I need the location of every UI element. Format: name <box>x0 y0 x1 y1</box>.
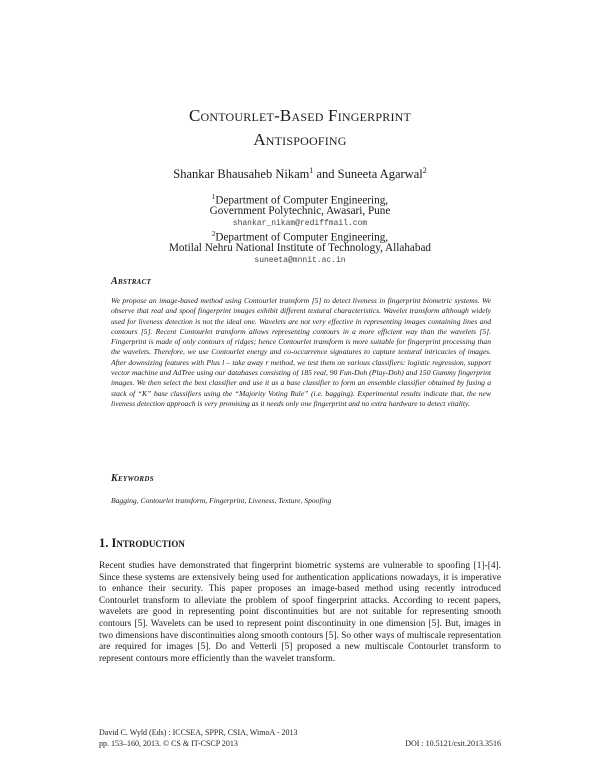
abstract-text: We propose an image-based method using Contourlet transform [5] to detect liveness in fingerprint biometric systems. We observe that real and spoof fingerprint images exhibit different textural characteristics. Wavelet transform although widely used for liveness detection is not the ideal one. Wavelets are not very effective in representing images containing lines and contours [5]. Recent Contourlet transform allows representing contours in a more efficient way than the wavelets [5]. Fingerprint is made of only contours of ridges; hence Contourlet transform is more suitable for fingerprint processing than the wavelets. Therefore, we use Contourlet energy and co-occurrence signatures to capture textural intricacies of images. After downsizing features with Plus l – take away r method, we test them on various classifiers: logistic regression, support vector machine and AdTree using our databases consisting of 185 real, 90 Fun-Doh (Play-Doh) and 150 Gummy fingerprint images. We then select the best classifier and use it as a base classifier to form an ensemble classifier obtained by fusing a stack of “K” base classifiers using the “Majority Voting Rule” (i.e. bagging). Experimental results indicate that, the new liveness detection approach is very promising as it needs only one fingerprint and no extra hardware to detect vitality. <box>111 296 491 408</box>
abstract-heading: Abstract <box>111 276 152 287</box>
author-connector: and <box>313 167 338 182</box>
paper-title <box>0 104 600 152</box>
author-1-affil-mark: 1 <box>309 166 314 175</box>
author-2-name: Suneeta Agarwal <box>337 167 423 182</box>
affiliation-1-line-1: Department of Computer Engineering, <box>215 194 389 207</box>
introduction-text: Recent studies have demonstrated that fingerprint biometric systems are vulnerable to spoofing [1]-[4]. Since these systems are extensively being used for authentication applications nowadays, it is imperative to enhance their security. This paper proposes an image-based method using recently introduced Contourlet transform to alleviate the problem of spoof fingerprint attacks. According to recent papers, wavelets are good in representing point discontinuities but are not suitable for representing smooth contours [5]. Wavelets can be used to represent point discontinuity in one dimension [5]. But, images in two dimensions have discontinuities along smooth contours [5]. So other ways of multiscale representation are required for images [5]. Do and Vetterli [5] proposed a new multiscale Contourlet transform to represent contours more efficiently than the wavelet transform. <box>99 561 501 664</box>
page-footer <box>99 727 501 749</box>
introduction-heading: 1. Introduction <box>99 536 185 550</box>
footer-pages-copyright: pp. 153–160, 2013. © CS & IT-CSCP 2013 <box>99 739 238 748</box>
affiliation-1-email[interactable]: shankar_nikam@rediffmail.com <box>232 219 368 228</box>
author-list <box>0 166 600 182</box>
footer-proceedings: David C. Wyld (Eds) : ICCSEA, SPPR, CSIA, WimoA - 2013 <box>99 728 298 737</box>
affiliation-1-mark: 1 <box>211 193 216 201</box>
author-1-name: Shankar Bhausaheb Nikam <box>173 167 310 182</box>
author-2-affil-mark: 2 <box>422 166 427 175</box>
affiliation-2-line-1: Department of Computer Engineering, <box>215 231 389 244</box>
keywords-heading: Keywords <box>111 473 154 484</box>
keywords-text: Bagging, Contourlet transform, Fingerprint, Liveness, Texture, Spoofing <box>111 496 332 505</box>
footer-doi[interactable]: DOI : 10.5121/csit.2013.3516 <box>405 739 501 748</box>
affiliation-2-institution: Motilal Nehru National Institute of Technology, Allahabad <box>168 242 432 254</box>
affiliation-2-email[interactable]: suneeta@mnnit.ac.in <box>254 256 346 265</box>
affiliation-2-mark: 2 <box>211 230 216 238</box>
title-line-1: Contourlet-Based Fingerprint <box>188 106 412 125</box>
title-line-2: Antispoofing <box>253 130 347 149</box>
affiliation-1-institution: Government Polytechnic, Awasari, Pune <box>209 205 391 217</box>
